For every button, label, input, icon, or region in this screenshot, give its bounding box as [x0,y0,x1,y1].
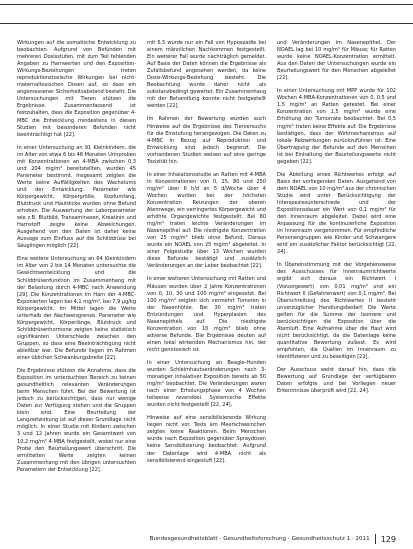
paragraph: In Übereinstimmung mit der Vorgehensweise des Ausschusses für Innenraumrichtwerte ergibt sich daraus ein Richtwert I (Vorsorgewert) von 0,01 mg/m³ und ein Richtwert II (Gefahrenwert) von 0,1 mg/m³. Bei Überschreitung des Richtwertes II besteht unverzüglicher Handlungsbedarf. Die Werte gelten für die Summe der Isomere und berücksichtigen die Exposition über die Atemluft. Eine Aufnahme über die Haut wird nicht berücksichtigt, da die Datenlage keine quantitative Bewertung zulässt. Es wird empfohlen, die Quellen im Innenraum zu identifizieren und zu beseitigen [22]. [277,262,396,360]
paragraph: Hinweise auf eine sensibilisierende Wirkung liegen nicht vor. Tests am Meerschweinchen zeigten keine Reaktionen. Beim Menschen wurde nach Exposition gegenüber Spraydosen keine Sensibilisierung beobachtet. Aufgrund der Datenlage wird 4-MBA nicht als sensibilisierend eingestuft [22]. [147,415,266,464]
paragraph: In einer Untersuchung an Beagle-Hunden wurden Schleimhautveränderungen nach 3-monatiger inhalativer Exposition bereits ab 50 mg/m³ beobachtet. Die Veränderungen waren nach einer Erholungsphase von 4 Wochen teilweise reversibel. Systemische Effekte wurden nicht festgestellt [22, 24]. [147,359,266,409]
header-rule-box [0,4,413,24]
text-column-1 [17,40,136,540]
journal-citation: Bundesgesundheitsblatt - Gesundheitsforschung - Gesundheitsschutz 1 · 2011 [149,536,370,542]
paragraph: Wirkungen auf die somatische Entwicklung zu beobachten. Aufgrund von Befunden mit mehreren Dosisstufen, mit zum Teil fehlenden Angaben zu Harnwerten und den Exposition-Wirkungs-Beziehungen treten reproduktionstoxische Wirkungen bei nicht-maternaltoxischen Dosen auf, so dass ein angemessener Sicherheitsabstand besteht. Die Untersuchungen mit Tieren stützen die Ergebnisse. Zusammenfassend ist festzuhalten, dass die Exposition gegenüber 4-MBC die Entwicklung mindestens in diesen Studien mit besonderen Befunden nicht beeinträchtigt hat [22]. [17,40,136,138]
page-number: 129 [380,534,396,544]
paragraph: Die Ableitung eines Richtwertes erfolgt auf Basis der vorliegenden Daten. Ausgehend von dem NOAEL von 10 mg/m³ aus der chronischen Studie wird unter Berücksichtigung der Interspeziesunterschiede und der Expositionsdauer ein Wert von 0,1 mg/m³ für den Innenraum abgeleitet. Dabei wird eine Anpassung für die kontinuierliche Exposition im Innenraum vorgenommen. Für empfindliche Personengruppen wie Kinder und Schwangere wird ein zusätzlicher Faktor berücksichtigt [22, 24]. [277,171,396,256]
page-footer [150,533,396,545]
paragraph: mit 6,5 wurde nur ein Fall von Hypospadie bei einem männlichen Nachkommen festgestellt. Ein weiterer Fall wurde nachträglich gemeldet. Auf Basis der Daten können die Ergebnisse als Zufallsbefund angesehen werden, da keine Dosis-Wirkungs-Beziehung besteht. Die Beobachtung wurde daher nicht als substanzbedingt gewertet. Ein Zusammenhang mit der Behandlung konnte nicht festgestellt werden [22]. [147,40,266,110]
text-column-2 [147,40,266,540]
paragraph: In einer weiteren Untersuchung mit Ratten und Mäusen wurden über 2 Jahre Konzentrationen von 0, 10, 30 und 100 mg/m³ eingesetzt. Bei 100 mg/m³ zeigten sich vermehrt Tumoren in der Nasenhöhle. Bei 30 mg/m³ traten Entzündungen und Hyperplasien des Nasenepithels auf. Die niedrigste Konzentration von 10 mg/m³ blieb ohne adverse Befunde. Die Ergebnisse deuten auf einen lokal wirkenden Mechanismus hin, der nicht genotoxisch ist. [147,276,266,353]
article-body [17,40,397,540]
paragraph: In einer Untersuchung an 91 Kleinkindern, die im Alter von etwa 6 bis 48 Monaten Urinproben mit Konzentrationen an 4-MBA zwischen 0,3 und 204 mg/m³ bereitstellten, wurden 45 Parameter bestimmt. Insgesamt zeigten die Werte keine Auffälligkeiten des Wachstums und der Entwicklung. Parameter wie Körpergewicht, Körpergröße, Kopfumfang, Blutdruck und Hautdicke wurden ohne Befund erhoben. Die Auswertung der Laborparameter wie z.B. Blutbild, Transaminasen, Kreatinin und Harnstoff zeigte keine Abweichungen. Ausgehend von den Daten ist daher keine Aussage zum Einfluss auf die Schilddrüse bei Säuglingen möglich [22]. [17,144,136,250]
paragraph: Der Ausschuss weist darauf hin, dass die Bewertung auf Grundlage der verfügbaren Daten erfolgte und bei Vorliegen neuer Erkenntnisse überprüft wird [22, 24]. [277,367,396,395]
paragraph: In einer Inhalationsstudie an Ratten mit 4-MBA in Konzentrationen von 0, 25, 80 und 250 mg/m³ über 6 h/d an 5 d/Woche über 4 Wochen wurden bei der höchsten Konzentration Reizungen der oberen Atemwege, ein verringertes Körpergewicht und erhöhte Organgewichte festgestellt. Bei 80 mg/m³ traten leichte Veränderungen im Nasenepithel auf. Die niedrigste Konzentration von 25 mg/m³ blieb ohne Befund. Daraus wurde ein NOAEL von 25 mg/m³ abgeleitet. In einer Folgestudie über 13 Wochen wurden diese Befunde bestätigt und zusätzlich Veränderungen an der Leber beobachtet [22]. [147,171,266,270]
text-column-3 [277,40,396,540]
footer-divider [375,534,376,544]
paragraph: Die Ergebnisse stützen die Annahme, dass die Exposition im untersuchten Bereich zu keinen gesundheitlich relevanten Veränderungen beim Menschen führt. Bei der Bewertung ist jedoch zu berücksichtigen, dass nur wenige Daten zur Verfügung stehen und die Gruppen klein sind. Eine Beurteilung der Langzeitwirkung ist auf dieser Grundlage nicht möglich. In einer Studie mit Kindern zwischen 3 und 12 Jahren wurde ein Gesamtwert von 10,2 mg/m³ 4-MBA festgestellt, wobei nur eine Probe den Beurteilungswert überschritt. Die ermittelten Werte zeigten keinen Zusammenhang mit den übrigen untersuchten Parametern der Entwicklung [22]. [17,368,136,473]
paragraph: und Veränderungen im Nasenepithel. Der NOAEL lag bei 10 mg/m³ für Mäuse; für Ratten wurde keine NOAEL-Konzentration ermittelt. Aus den Daten der Untersuchungen wurde ein Beurteilungswert für den Menschen abgeleitet [22]. [277,40,396,82]
paragraph: Im Rahmen der Bewertung wurden auch Hinweise auf die Ergebnisse des Tierversuchs für die Einstufung herangezogen. Die Daten zu 4-MBC in Bezug auf Reproduktion und Entwicklung sind jedoch begrenzt. Die vorhandenen Studien weisen auf eine geringe Toxizität hin. [147,116,266,165]
paragraph: Eine weitere Untersuchung an 64 Kleinkindern im Alter von 2 bis 14 Monaten untersuchte die Gewichtsentwicklung und die Schilddrüsenfunktion im Zusammenhang mit der Belastung durch 4-MBC nach Anwendung [29]. Die Konzentrationen im Harn der 4-MBC-Exponierten lagen bei 4,1 mg/m³, bei 7,9 µg/kg Körpergewicht. Im Mittel lagen die Werte unterhalb der Nachweisgrenze. Parameter wie Körpergewicht, Körperlänge, Blutdruck und Schilddrüsenhormone zeigten keine statistisch signifikanten Unterschiede zwischen den Gruppen, so dass eine Beeinträchtigung nicht ableitbar war. Die Befunde liegen im Rahmen einer üblichen Schwankungsbreite [22]. [17,256,136,362]
paragraph: In einer Untersuchung mit MPP wurde für 102 Wochen 4-MBA-Konzentrationen von 0, 0,5 und 1,5 mg/m³ an Ratten getestet. Bei einer Konzentration von 1,5 mg/m³ wurde eine Erhöhung der Tumorrate beobachtet. Bei 0,5 mg/m³ traten keine Effekte auf. Die Ergebnisse bestätigen, dass der Wirkmechanismus auf lokale Reizwirkungen zurückzuführen ist. Eine Übertragung der Befunde auf den Menschen ist bei Einhaltung der Beurteilungswerte nicht gegeben [22]. [277,88,396,165]
